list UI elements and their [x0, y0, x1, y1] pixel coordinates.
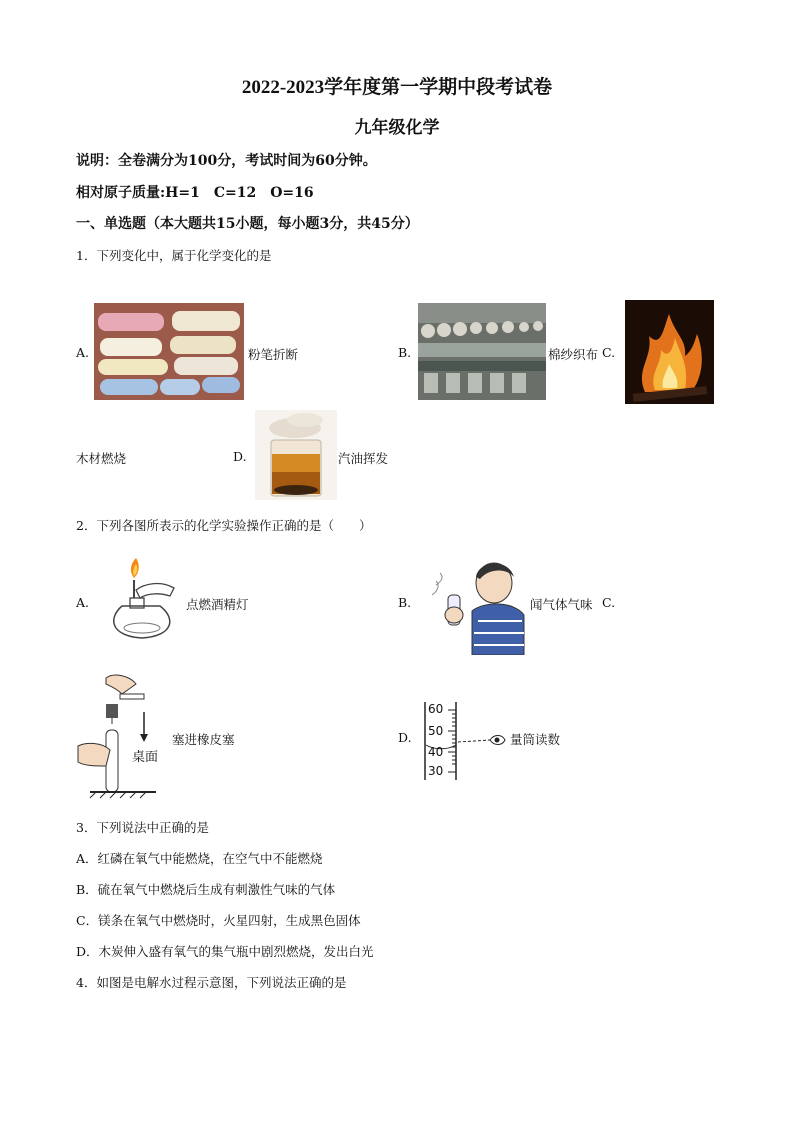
- q2-option-c-text: 塞进橡皮塞: [172, 732, 235, 747]
- q2-option-b-letter: B.: [398, 595, 412, 610]
- chalk-photo: [94, 303, 244, 400]
- fire-photo: [625, 300, 714, 404]
- q3-option-c: C．镁条在氧气中燃烧时，火星四射，生成黑色固体: [76, 913, 361, 928]
- cylinder-mark-40: 40: [428, 745, 444, 759]
- exam-title: 2022-2023学年度第一学期中段考试卷: [241, 77, 553, 98]
- q2-option-a-text: 点燃酒精灯: [186, 597, 249, 612]
- q1-option-d-letter: D.: [233, 449, 247, 464]
- q3-option-a: A．红磷在氧气中能燃烧，在空气中不能燃烧: [76, 851, 323, 866]
- eye-sight-line: [458, 732, 506, 748]
- q2-option-d-text: 量筒读数: [510, 732, 561, 747]
- q1-stem: 1．下列变化中，属于化学变化的是: [76, 248, 272, 263]
- q2-stem: 2．下列各图所表示的化学实验操作正确的是（ ）: [76, 518, 372, 533]
- exam-subtitle: 九年级化学: [354, 118, 440, 138]
- q2-option-b-text: 闻气体气味: [530, 597, 593, 612]
- stopper-test-tube-drawing: [76, 670, 164, 800]
- smelling-gas-drawing: [428, 555, 526, 655]
- q1-option-b-letter: B.: [398, 345, 412, 360]
- cylinder-mark-60: 60: [428, 702, 444, 716]
- q2-option-d-letter: D.: [398, 730, 412, 745]
- cylinder-mark-30: 30: [428, 764, 444, 778]
- section-heading: 一、单选题（本大题共15小题，每小题3分，共45分）: [76, 216, 419, 232]
- q1-option-b-text: 棉纱织布: [548, 347, 599, 362]
- q1-option-d-text: 汽油挥发: [338, 451, 389, 466]
- q1-option-c-text: 木材燃烧: [76, 451, 127, 466]
- atomic-masses: 相对原子质量:H=1 C=12 O=16: [76, 185, 314, 201]
- q1-option-a-text: 粉笔折断: [248, 347, 299, 362]
- table-surface-label: 桌面: [132, 750, 159, 765]
- q3-option-b: B．硫在氧气中燃烧后生成有刺激性气味的气体: [76, 882, 336, 897]
- q2-option-a-letter: A.: [76, 595, 90, 610]
- gasoline-beaker-photo: [255, 410, 337, 500]
- q2-option-c-letter: C.: [602, 595, 616, 610]
- q3-option-d: D．木炭伸入盛有氧气的集气瓶中剧烈燃烧，发出白光: [76, 944, 374, 959]
- q3-stem: 3．下列说法中正确的是: [76, 820, 209, 835]
- alcohol-lamp-drawing: [100, 558, 184, 646]
- cylinder-mark-50: 50: [428, 724, 444, 738]
- q1-option-a-letter: A.: [76, 345, 90, 360]
- instructions: 说明：全卷满分为100分，考试时间为60分钟。: [76, 153, 377, 169]
- q4-stem: 4．如图是电解水过程示意图，下列说法正确的是: [76, 975, 347, 990]
- q1-option-c-letter: C.: [602, 345, 616, 360]
- textile-mill-photo: [418, 303, 546, 400]
